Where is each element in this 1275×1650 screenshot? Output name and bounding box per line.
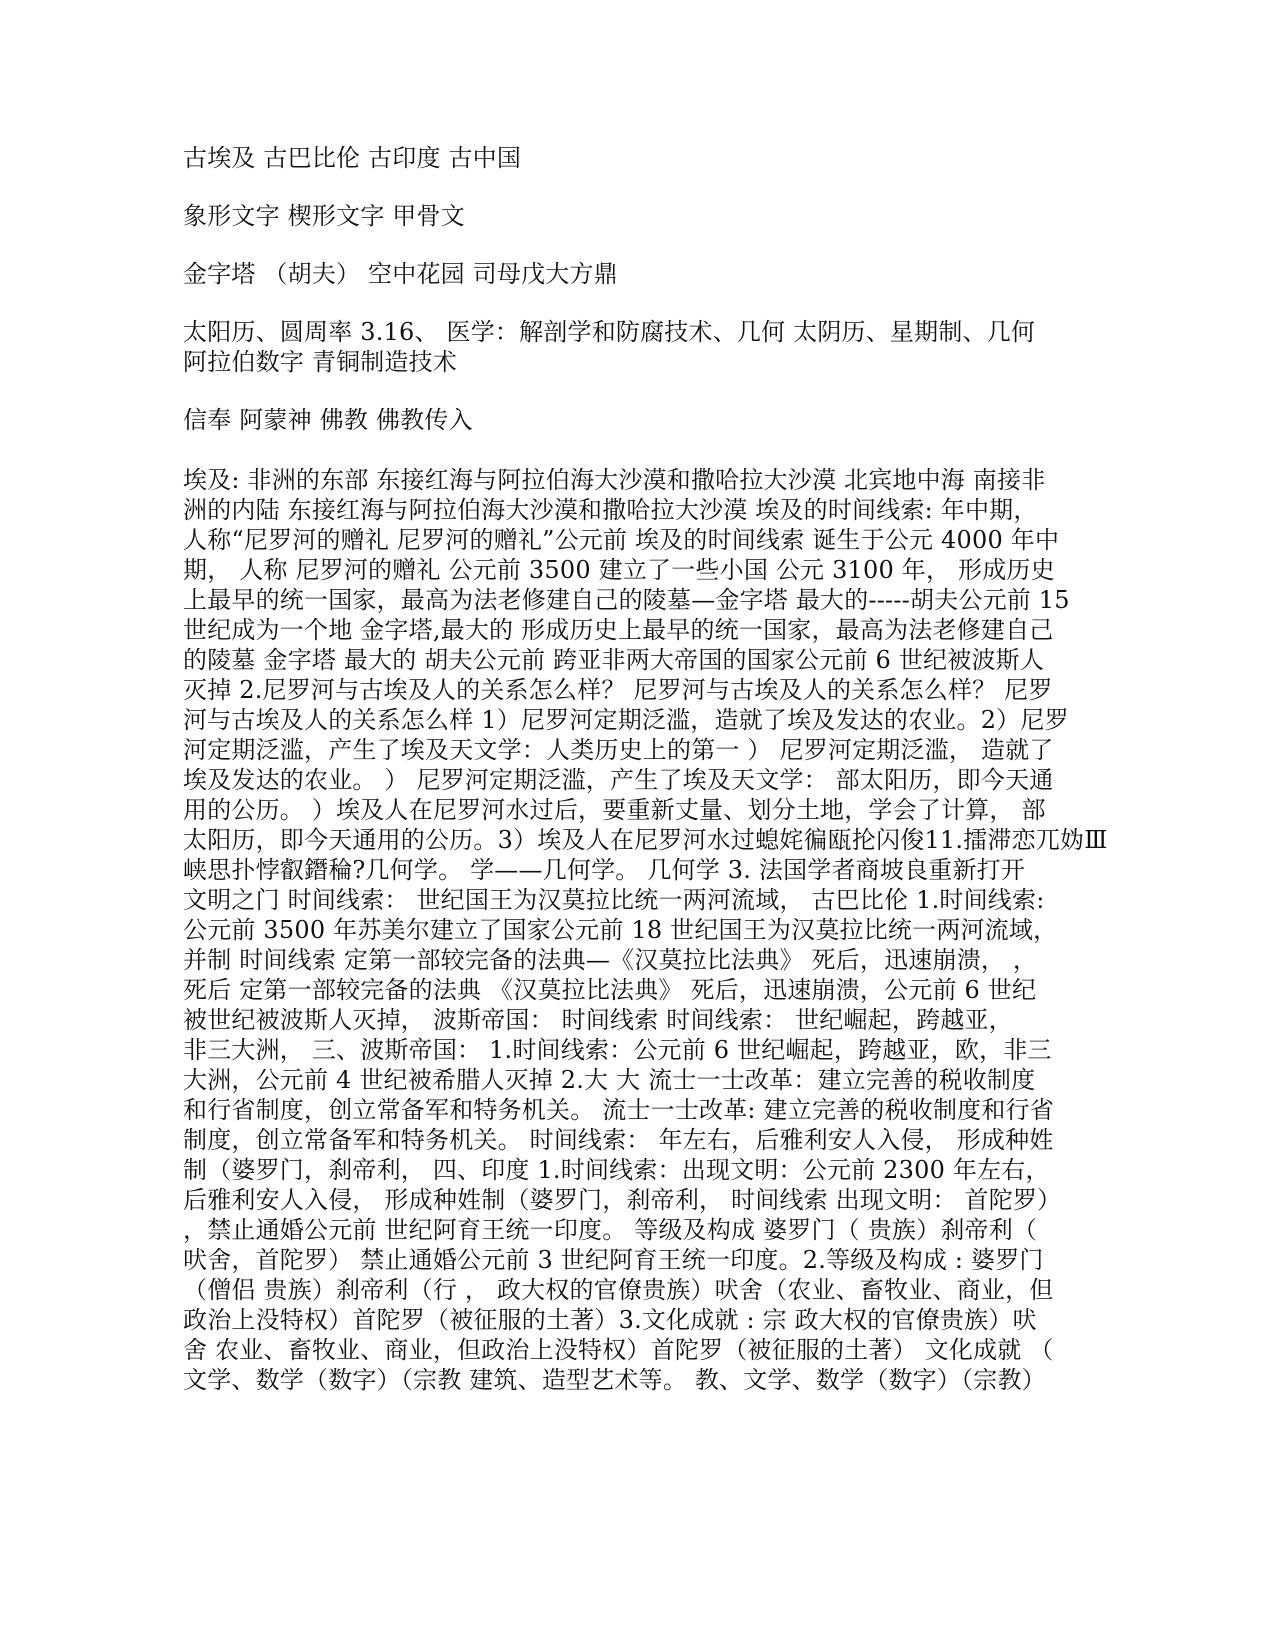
paragraph-line: 埃及发达的农业。 ） 尼罗河定期泛滥，产生了埃及天文学： 部太阳历，即今天通: [183, 766, 1054, 794]
paragraph-line: 政治上没特权）首陀罗（被征服的土著）3.文化成就 : 宗 政大权的官僚贵族）吠: [183, 1306, 1037, 1334]
paragraph-line: ，禁止通婚公元前 世纪阿育王统一印度。 等级及构成 婆罗门（ 贵族）刹帝利（: [183, 1216, 1038, 1244]
paragraph-line: 埃及: 非洲的东部 东接红海与阿拉伯海大沙漠和撒哈拉大沙漠 北宾地中海 南接非: [183, 466, 1046, 494]
paragraph-line: 非三大洲， 三、波斯帝国： 1.时间线索：公元前 6 世纪崛起，跨越亚，欧，非三: [183, 1036, 1052, 1064]
paragraph-line: 舍 农业、畜牧业、商业，但政治上没特权）首陀罗（被征服的土著） 文化成就 （: [183, 1336, 1054, 1364]
paragraph-line: 制度，创立常备军和特务机关。 时间线索： 年左右，后雅利安人入侵， 形成种姓: [183, 1126, 1054, 1154]
achievements-line: 太阳历、圆周率 3.16、 医学：解剖学和防腐技术、几何 太阴历、星期制、几何: [183, 318, 1036, 346]
paragraph-line: 世纪成为一个地 金字塔,最大的 形成历史上最早的统一国家，最高为法老修建自己: [183, 616, 1054, 644]
monuments-line: 金字塔 （胡夫） 空中花园 司母戊大方鼎: [183, 260, 618, 288]
paragraph-line: 用的公历。 ）埃及人在尼罗河水过后，要重新丈量、划分土地，学会了计算， 部: [183, 796, 1046, 824]
paragraph-line: 人称“尼罗河的赠礼 尼罗河的赠礼”公元前 埃及的时间线索 诞生于公元 4000 年中: [183, 526, 1060, 554]
paragraph-line: 期， 人称 尼罗河的赠礼 公元前 3500 建立了一些小国 公元 3100 年， 形成历史: [183, 556, 1055, 584]
paragraph-line: 河定期泛滥，产生了埃及天文学：人类历史上的第一 ） 尼罗河定期泛滥， 造就了: [183, 736, 1054, 764]
paragraph-line: 公元前 3500 年苏美尔建立了国家公元前 18 世纪国王为汉莫拉比统一两河流域，: [183, 916, 1058, 944]
writing-systems-line: 象形文字 楔形文字 甲骨文: [183, 202, 465, 230]
paragraph-line: （僧侣 贵族）刹帝利（行 ， 政大权的官僚贵族）吠舍（农业、畜牧业、商业，但: [183, 1276, 1054, 1304]
paragraph-line: 河与古埃及人的关系怎么样 1）尼罗河定期泛滥，造就了埃及发达的农业。2）尼罗: [183, 706, 1069, 734]
paragraph-line: 被世纪被波斯人灭掉， 波斯帝国： 时间线索 时间线索： 世纪崛起，跨越亚，: [183, 1006, 1013, 1034]
paragraph-line: 制（婆罗门，刹帝利， 四、印度 1.时间线索：出现文明：公元前 2300 年左右，: [183, 1156, 1050, 1184]
paragraph-line: 文明之门 时间线索： 世纪国王为汉莫拉比统一两河流域， 古巴比伦 1.时间线索:: [183, 886, 1045, 914]
paragraph-line: 和行省制度，创立常备军和特务机关。 流士一士改革: 建立完善的税收制度和行省: [183, 1096, 1054, 1124]
civilizations-line: 古埃及 古巴比伦 古印度 古中国: [183, 144, 522, 172]
paragraph-line: 灭掉 2.尼罗河与古埃及人的关系怎么样？ 尼罗河与古埃及人的关系怎么样？ 尼罗: [183, 676, 1053, 704]
achievements-line-continued: 阿拉伯数字 青铜制造技术: [183, 348, 458, 376]
religion-line: 信奉 阿蒙神 佛教 佛教传入: [183, 406, 473, 434]
paragraph-line: 并制 时间线索 定第一部较完备的法典—《汉莫拉比法典》 死后，迅速崩溃， ，: [183, 946, 1038, 974]
paragraph-line: 洲的内陆 东接红海与阿拉伯海大沙漠和撒哈拉大沙漠 埃及的时间线索: 年中期，: [183, 496, 1038, 524]
paragraph-line: 文学、数学（数字）（宗教 建筑、造型艺术等。 教、文学、数学（数字）（宗教）: [183, 1366, 1046, 1394]
paragraph-line: 太阳历，即今天通用的公历。3）埃及人在尼罗河水过螅姹徧瓯抡闪俊11.擂滞恋兀妫Ⅲ: [183, 826, 1108, 854]
paragraph-line: 后雅利安人入侵， 形成种姓制（婆罗门，刹帝利， 时间线索 出现文明： 首陀罗）: [183, 1186, 1062, 1214]
paragraph-line: 吠舍，首陀罗） 禁止通婚公元前 3 世纪阿育王统一印度。2.等级及构成 : 婆罗门: [183, 1246, 1044, 1274]
paragraph-line: 的陵墓 金字塔 最大的 胡夫公元前 跨亚非两大帝国的国家公元前 6 世纪被波斯人: [183, 646, 1045, 674]
paragraph-line: 峡思扑悖叡鐕稐?几何学。 学——几何学。 几何学 3. 法国学者商坡良重新打开: [183, 856, 1026, 884]
paragraph-line: 上最早的统一国家，最高为法老修建自己的陵墓—金字塔 最大的-----胡夫公元前 15: [183, 586, 1070, 614]
document-page: [183, 143, 1108, 1395]
paragraph-line: 大洲，公元前 4 世纪被希腊人灭掉 2.大 大 流士一士改革：建立完善的税收制度: [183, 1066, 1036, 1094]
paragraph-line: 死后 定第一部较完备的法典 《汉莫拉比法典》 死后，迅速崩溃，公元前 6 世纪: [183, 976, 1037, 1004]
body-paragraph: [183, 465, 1108, 1395]
